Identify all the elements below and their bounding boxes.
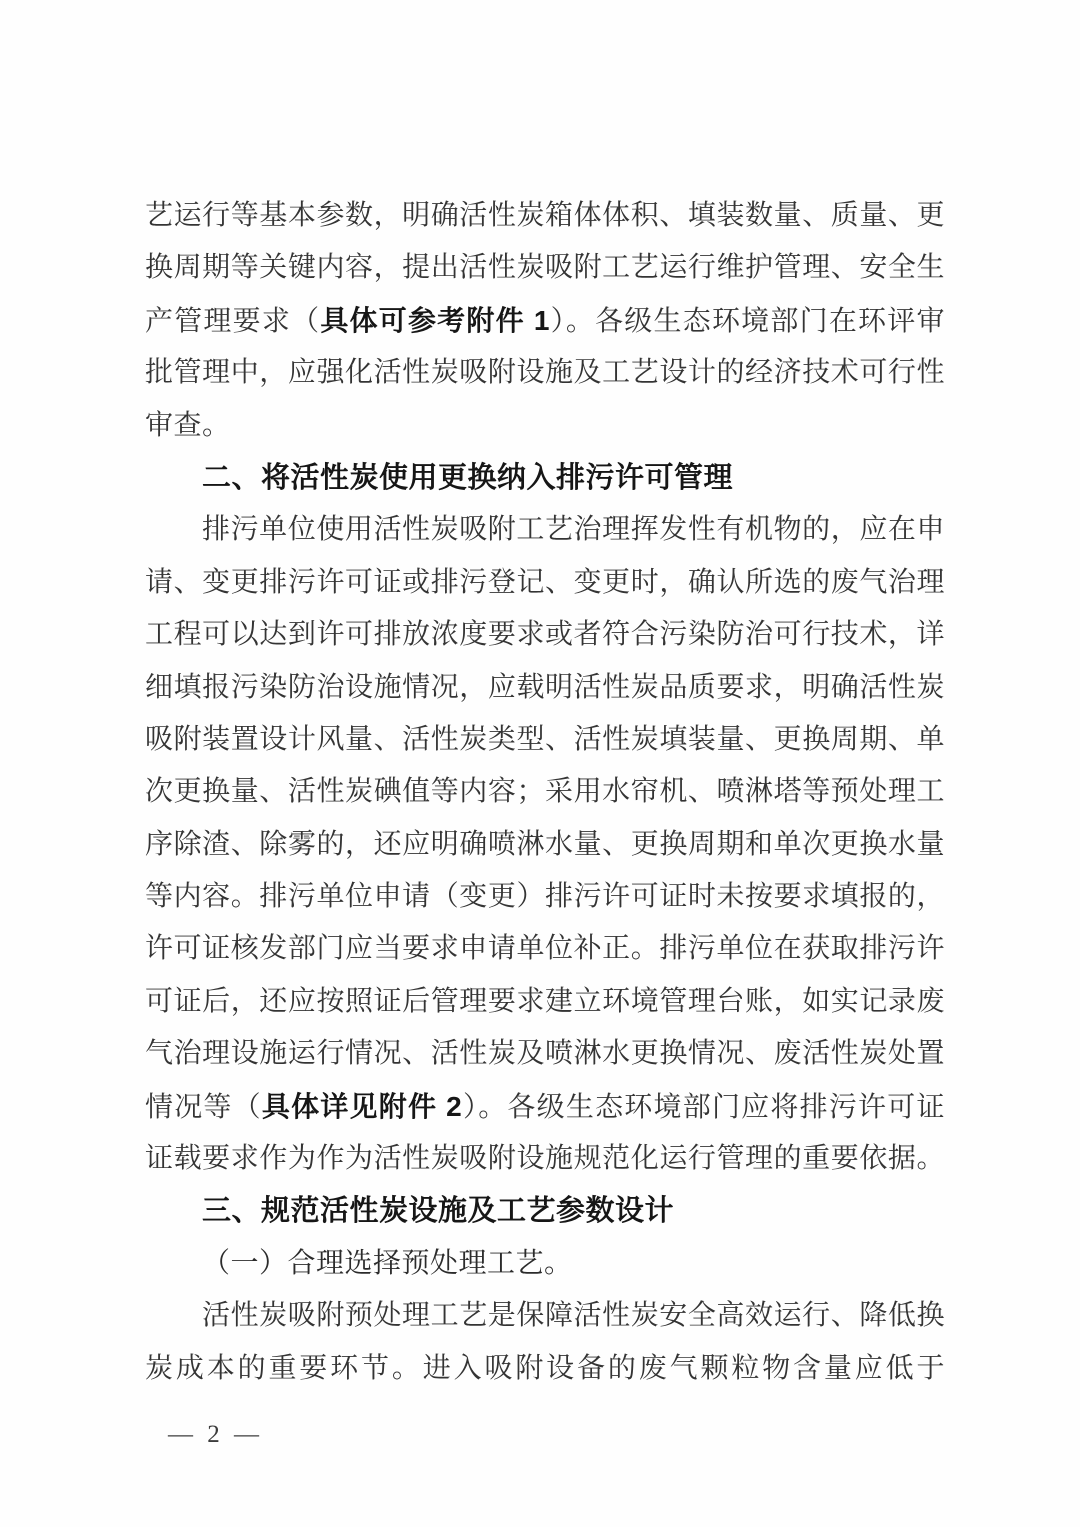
text-segment: 证载要求作为作为活性炭吸附设施规范化运行管理的重要依据。 <box>145 1143 945 1175</box>
text-segment: 可证后，还应按照证后管理要求建立环境管理台账，如实记录废 <box>145 985 945 1017</box>
page-number: — 2 — <box>168 1421 263 1448</box>
text-segment: 情况等（ <box>145 1091 262 1123</box>
text-segment: ）。各级生态环境部门在环评审 <box>549 305 945 337</box>
text-segment: 工程可以达到许可排放浓度要求或者符合污染防治可行技术，详 <box>145 619 945 651</box>
text-line <box>145 1343 945 1395</box>
text-segment: 炭成本的重要环节。进入吸附设备的废气颗粒物含量应低于 <box>145 1352 945 1384</box>
section-heading <box>145 452 945 504</box>
text-line <box>145 1133 945 1185</box>
text-segment: 批管理中，应强化活性炭吸附设施及工艺设计的经济技术可行性 <box>145 357 945 389</box>
bold-text-segment: 三、规范活性炭设施及工艺参数设计 <box>202 1195 675 1228</box>
document-body <box>145 190 945 1395</box>
text-line <box>145 1081 945 1133</box>
text-segment: 次更换量、活性炭碘值等内容；采用水帘机、喷淋塔等预处理工 <box>145 776 945 808</box>
text-line <box>145 295 945 347</box>
text-segment: 活性炭吸附预处理工艺是保障活性炭安全高效运行、降低换 <box>202 1300 945 1332</box>
text-line <box>145 1290 945 1342</box>
bold-text-segment: 具体可参考附件 1 <box>320 304 550 336</box>
text-segment: 等内容。排污单位申请（变更）排污许可证时未按要求填报的， <box>145 881 945 913</box>
text-segment: ）。各级生态环境部门应将排污许可证 <box>462 1091 945 1123</box>
text-segment: 许可证核发部门应当要求申请单位补正。排污单位在获取排污许 <box>145 933 945 965</box>
bold-text-segment: 具体详见附件 2 <box>261 1090 463 1122</box>
text-segment: 细填报污染防治设施情况，应载明活性炭品质要求，明确活性炭 <box>145 671 945 703</box>
text-line <box>145 557 945 609</box>
text-line <box>145 400 945 452</box>
text-segment: 吸附装置设计风量、活性炭类型、活性炭填装量、更换周期、单 <box>145 723 945 755</box>
text-segment: 产管理要求（ <box>145 305 321 337</box>
text-segment: 换周期等关键内容，提出活性炭吸附工艺运行维护管理、安全生 <box>145 252 945 284</box>
text-segment: （一）合理选择预处理工艺。 <box>202 1247 573 1279</box>
text-line <box>145 242 945 294</box>
text-line <box>145 504 945 556</box>
text-segment: 气治理设施运行情况、活性炭及喷淋水更换情况、废活性炭处置 <box>145 1038 945 1070</box>
text-line <box>145 662 945 714</box>
text-segment: 审查。 <box>145 409 231 441</box>
text-line <box>145 714 945 766</box>
text-line <box>145 1028 945 1080</box>
text-line <box>145 976 945 1028</box>
text-line <box>145 190 945 242</box>
text-segment: 艺运行等基本参数，明确活性炭箱体体积、填装数量、质量、更 <box>145 200 945 231</box>
text-segment: 序除渣、除雾的，还应明确喷淋水量、更换周期和单次更换水量 <box>145 828 945 860</box>
text-line <box>145 923 945 975</box>
text-line <box>145 871 945 923</box>
bold-text-segment: 二、将活性炭使用更换纳入排污许可管理 <box>202 461 734 494</box>
text-line <box>145 819 945 871</box>
text-segment: 请、变更排污许可证或排污登记、变更时，确认所选的废气治理 <box>145 566 945 598</box>
text-segment: 排污单位使用活性炭吸附工艺治理挥发性有机物的，应在申 <box>202 514 945 546</box>
page-footer <box>168 1418 263 1452</box>
text-line <box>145 609 945 661</box>
sub-heading <box>145 1238 945 1290</box>
text-line <box>145 766 945 818</box>
section-heading <box>145 1185 945 1237</box>
text-line <box>145 347 945 399</box>
